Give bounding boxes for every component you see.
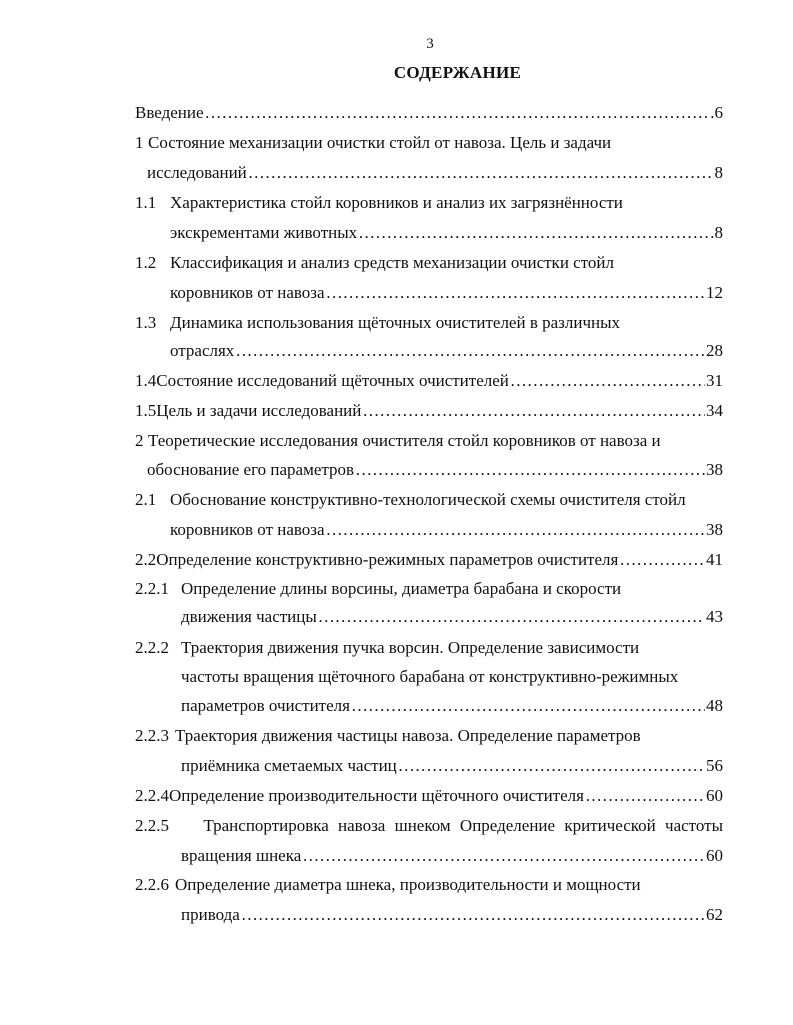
toc-page-number: 56 <box>706 756 723 775</box>
toc-entry-title: движения частицы <box>181 607 317 626</box>
toc-section-number: 2.2.4 <box>135 786 169 805</box>
toc-entry-title: Классификация и анализ средств механизации очистки стойл <box>170 253 615 272</box>
toc-entry-continuation <box>181 606 723 628</box>
toc-leader-dots <box>351 695 705 717</box>
toc-entry-heading-1-3 <box>135 312 620 334</box>
toc-section-number: 2.2.2 <box>135 638 169 657</box>
toc-section-number: 2.2 <box>135 550 157 569</box>
toc-leader-dots <box>302 845 705 867</box>
toc-section-number: 1.3 <box>135 313 157 332</box>
toc-entry-heading-2-2 <box>135 549 723 571</box>
toc-leader-dots <box>585 785 705 807</box>
toc-entry-heading-1-4 <box>135 370 723 392</box>
toc-section-number: 2.2.5 <box>135 816 169 835</box>
toc-section-number: 2.2.6 <box>135 875 169 894</box>
toc-leader-dots <box>358 222 713 244</box>
toc-entry-continuation <box>147 459 723 481</box>
toc-entry-title: Введение <box>135 103 204 122</box>
toc-leader-dots <box>510 370 705 392</box>
toc-entry-title: приёмника сметаемых частиц <box>181 756 397 775</box>
toc-section-number: 2.1 <box>135 490 157 509</box>
page-number: 3 <box>426 36 434 52</box>
toc-leader-dots <box>235 340 705 362</box>
toc-entry-continuation <box>147 162 723 184</box>
toc-page-number: 43 <box>706 607 723 626</box>
toc-entry-title: коровников от навоза <box>170 520 325 539</box>
toc-entry-heading-1-2 <box>135 252 614 274</box>
toc-entry-title: Обоснование конструктивно-технологической схемы очистителя стойл <box>170 490 686 509</box>
toc-page-number: 60 <box>706 846 723 865</box>
toc-entry-continuation <box>170 282 723 304</box>
toc-entry-title: Состояние исследований щёточных очистителей <box>156 371 509 390</box>
toc-entry-continuation <box>181 845 723 867</box>
toc-entry-continuation <box>170 340 723 362</box>
toc-entry-title: Определение диаметра шнека, производительности и мощности <box>175 875 641 894</box>
toc-entry-title: параметров очистителя <box>181 696 350 715</box>
toc-leader-dots <box>619 549 705 571</box>
toc-entry-heading-1-1 <box>135 192 623 214</box>
toc-entry-title: экскрементами животных <box>170 223 358 242</box>
toc-entry-title: вращения шнека <box>181 846 302 865</box>
toc-page-number: 41 <box>706 550 723 569</box>
toc-entry-continuation <box>181 666 678 688</box>
toc-entry-heading-2-2-4 <box>135 785 723 807</box>
toc-entry-heading-2-2-6 <box>135 874 641 896</box>
toc-entry-continuation <box>181 904 723 926</box>
toc-entry-title: Состояние механизации очистки стойл от навоза. Цель и задачи <box>148 133 612 152</box>
toc-page-number: 31 <box>706 371 723 390</box>
toc-section-number: 1 <box>135 133 144 152</box>
toc-entry-title: привода <box>181 905 240 924</box>
toc-entry-title: Характеристика стойл коровников и анализ их загрязнённости <box>170 193 623 212</box>
toc-page-number: 48 <box>706 696 723 715</box>
toc-entry-heading-2-1 <box>135 489 686 511</box>
toc-entry-continuation <box>181 695 723 717</box>
toc-leader-dots <box>241 904 705 926</box>
toc-section-number: 2.2.1 <box>135 579 169 598</box>
toc-entry-heading-2-2-2 <box>135 637 639 659</box>
toc-entry-heading-2-2-5 <box>135 815 723 837</box>
toc-entry-title: Теоретические исследования очистителя стойл коровников от навоза и <box>148 431 661 450</box>
toc-section-number: 1.2 <box>135 253 157 272</box>
toc-entry-heading-2-2-3 <box>135 725 641 747</box>
toc-entry-title: Траектория движения пучка ворсин. Определение зависимости <box>181 638 640 657</box>
toc-page-number: .6 <box>710 103 723 122</box>
toc-section-number: 1.4 <box>135 371 157 390</box>
toc-entry-title: Определение производительности щёточного очистителя <box>169 786 584 805</box>
toc-entry-title: отраслях <box>170 341 235 360</box>
toc-section-number: 2.2.3 <box>135 726 169 745</box>
toc-entry-title: Транспортировка навоза шнеком Определение критической частоты <box>203 816 723 835</box>
toc-page-number: 12 <box>706 283 723 302</box>
toc-leader-dots <box>248 162 714 184</box>
toc-section-number: 1.5 <box>135 401 157 420</box>
toc-page-number: 62 <box>706 905 723 924</box>
toc-entry-title: обоснование его параметров <box>147 460 355 479</box>
toc-leader-dots <box>326 519 705 541</box>
toc-page-number: 38 <box>706 460 723 479</box>
toc-entry-title: исследований <box>147 163 247 182</box>
toc-entry-title: Цель и задачи исследований <box>156 401 362 420</box>
toc-page-number: 8 <box>714 223 723 242</box>
toc-leader-dots <box>318 606 705 628</box>
toc-entry-title: частоты вращения щёточного барабана от конструктивно-режимных <box>181 667 679 686</box>
toc-page-number: 28 <box>706 341 723 360</box>
toc-entry-intro <box>135 102 723 124</box>
toc-entry-title: Траектория движения частицы навоза. Определение параметров <box>175 726 641 745</box>
toc-leader-dots <box>326 282 705 304</box>
toc-entry-heading-2-2-1 <box>135 578 621 600</box>
toc-section-number: 1.1 <box>135 193 157 212</box>
toc-entry-continuation <box>181 755 723 777</box>
toc-leader-dots <box>362 400 705 422</box>
toc-leader-dots <box>355 459 705 481</box>
toc-entry-continuation <box>170 222 723 244</box>
toc-entry-heading-1-5 <box>135 400 723 422</box>
toc-page-number: 60 <box>706 786 723 805</box>
toc-section-number: 2 <box>135 431 144 450</box>
toc-entry-title: Динамика использования щёточных очистителей в различных <box>170 313 621 332</box>
toc-leader-dots <box>398 755 705 777</box>
toc-entry-heading-2 <box>135 430 661 452</box>
page-title: СОДЕРЖАНИЕ <box>393 63 522 82</box>
toc-entry-title: коровников от навоза <box>170 283 325 302</box>
toc-entry-heading-1 <box>135 132 611 154</box>
toc-page-number: 8 <box>714 163 723 182</box>
toc-entry-continuation <box>170 519 723 541</box>
toc-page-number: 34 <box>706 401 723 420</box>
toc-entry-title: Определение длины ворсины, диаметра барабана и скорости <box>181 579 622 598</box>
toc-leader-dots <box>205 102 710 124</box>
toc-page-number: 38 <box>706 520 723 539</box>
toc-entry-title: Определение конструктивно-режимных параметров очистителя <box>156 550 619 569</box>
